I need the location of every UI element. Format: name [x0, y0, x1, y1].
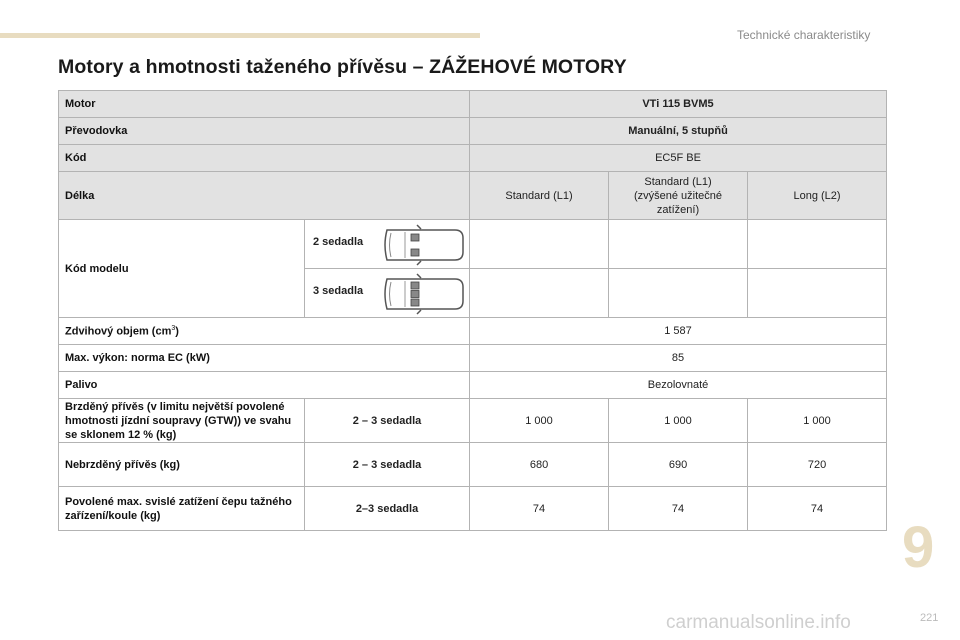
vykon-value: 85 [470, 345, 887, 372]
row-kod [59, 145, 887, 172]
delka-value-3: Long (L2) [748, 172, 887, 220]
nebrzdeny-seats: 2 – 3 sedadla [305, 443, 470, 487]
row-svisle [59, 487, 887, 531]
nebrzdeny-value-3: 720 [748, 443, 887, 487]
kod-value: EC5F BE [470, 145, 887, 172]
seats-3-cell [305, 269, 470, 318]
motor-value: VTi 115 BVM5 [470, 91, 887, 118]
model-code-cell [609, 220, 748, 269]
delka-value-2: Standard (L1) (zvýšené užitečné zatížení) [609, 172, 748, 220]
row-kod-modelu-2 [59, 220, 887, 269]
brzdeny-label: Brzděný přívěs (v limitu největší povolené hmotnosti jízdní soupravy (GTW)) ve svahu se sklonem 12 % (kg) [59, 399, 305, 443]
nebrzdeny-label: Nebrzděný přívěs (kg) [59, 443, 305, 487]
watermark: carmanualsonline.info [666, 612, 851, 633]
page-number: 221 [920, 612, 939, 624]
row-objem [59, 318, 887, 345]
delka-value-1: Standard (L1) [470, 172, 609, 220]
svisle-label: Povolené max. svislé zatížení čepu tažného zařízení/koule (kg) [59, 487, 305, 531]
van-2-seats-icon [381, 224, 465, 266]
row-motor [59, 91, 887, 118]
prevodovka-value: Manuální, 5 stupňů [470, 118, 887, 145]
kod-modelu-label: Kód modelu [59, 220, 305, 318]
svisle-seats: 2–3 sedadla [305, 487, 470, 531]
svisle-value-1: 74 [470, 487, 609, 531]
model-code-cell [748, 220, 887, 269]
objem-value: 1 587 [470, 318, 887, 345]
brzdeny-seats: 2 – 3 sedadla [305, 399, 470, 443]
row-palivo [59, 372, 887, 399]
van-3-seats-icon [381, 273, 465, 315]
svisle-value-2: 74 [609, 487, 748, 531]
kod-label: Kód [59, 145, 470, 172]
svisle-value-3: 74 [748, 487, 887, 531]
brzdeny-value-1: 1 000 [470, 399, 609, 443]
chapter-number: 9 [902, 515, 935, 580]
header-accent-bar [0, 33, 480, 38]
row-vykon [59, 345, 887, 372]
row-prevodovka [59, 118, 887, 145]
page-title: Motory a hmotnosti taženého přívěsu – ZÁŽEHOVÉ MOTORY [58, 56, 627, 78]
delka-label: Délka [59, 172, 470, 220]
motor-label: Motor [59, 91, 470, 118]
nebrzdeny-value-1: 680 [470, 443, 609, 487]
section-name: Technické charakteristiky [737, 28, 871, 42]
prevodovka-label: Převodovka [59, 118, 470, 145]
seats-2-label: 2 sedadla [313, 236, 364, 248]
model-code-cell [470, 269, 609, 318]
row-nebrzdeny [59, 443, 887, 487]
model-code-cell [470, 220, 609, 269]
row-brzdeny [59, 399, 887, 443]
model-code-cell [748, 269, 887, 318]
model-code-cell [609, 269, 748, 318]
brzdeny-value-2: 1 000 [609, 399, 748, 443]
palivo-label: Palivo [59, 372, 470, 399]
seats-3-label: 3 sedadla [313, 285, 364, 297]
nebrzdeny-value-2: 690 [609, 443, 748, 487]
specs-table [58, 90, 887, 531]
brzdeny-value-3: 1 000 [748, 399, 887, 443]
objem-label: Zdvihový objem $(cm^3)$ [59, 318, 470, 345]
seats-2-cell [305, 220, 470, 269]
row-delka [59, 172, 887, 220]
palivo-value: Bezolovnaté [470, 372, 887, 399]
vykon-label: Max. výkon: norma EC (kW) [59, 345, 470, 372]
